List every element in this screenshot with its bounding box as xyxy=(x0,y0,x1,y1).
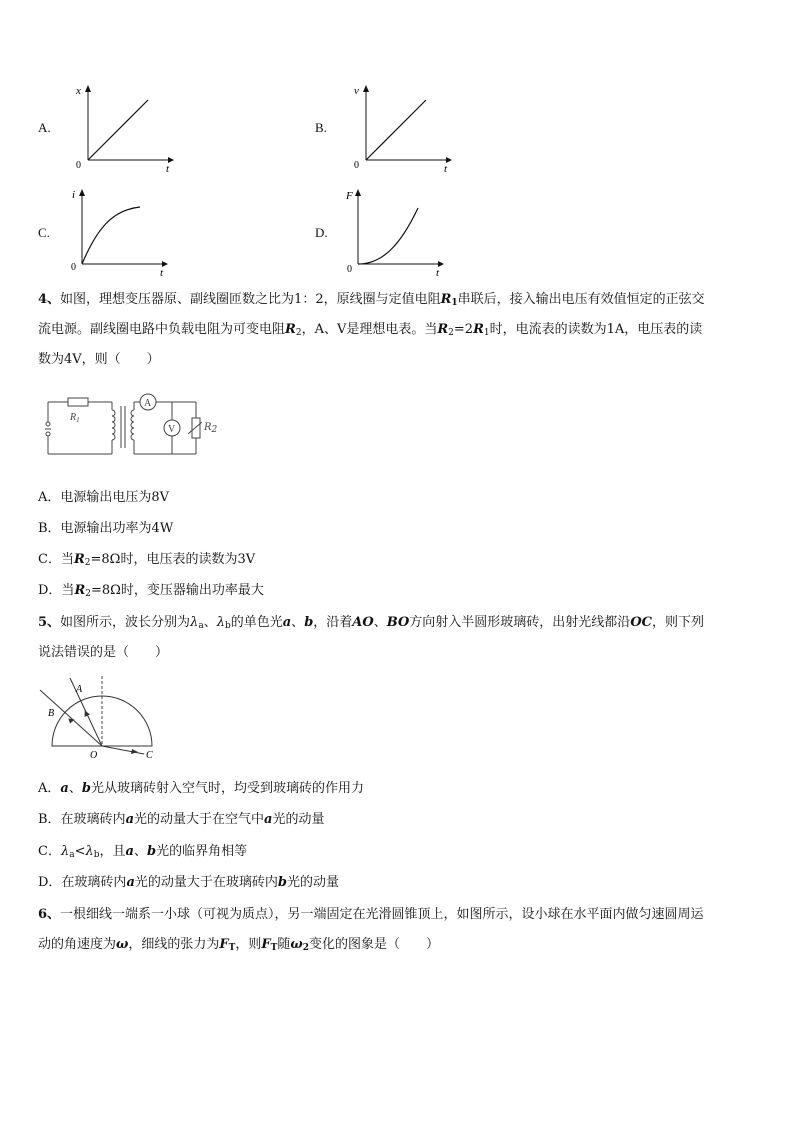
graph-c-ylabel: i xyxy=(72,189,76,201)
primary-coil xyxy=(112,410,115,440)
q4-number: 4、 xyxy=(38,292,61,307)
semicircle-glass-diagram xyxy=(36,672,166,760)
graph-d-curve xyxy=(358,208,418,264)
option-a-label[interactable]: A. xyxy=(38,120,51,135)
q5-line2: 说法错误的是（ ） xyxy=(38,645,169,660)
q4-option-b[interactable]: B．电源输出功率为4W xyxy=(38,521,174,536)
graph-a-xlabel: t xyxy=(166,163,170,175)
y-axis-arrow xyxy=(79,189,85,196)
q4-option-c[interactable]: C．当$R_2=8\Omega$时，电压表的读数为3V xyxy=(38,552,256,568)
ammeter-label: A xyxy=(144,398,152,409)
ray-oc-arrow xyxy=(131,749,138,754)
graph-b-origin: 0 xyxy=(354,160,359,171)
point-a-label: A xyxy=(76,684,83,695)
ray-oc xyxy=(102,746,144,754)
graph-a xyxy=(70,84,180,176)
secondary-coil xyxy=(131,410,134,440)
graph-a-curve xyxy=(88,100,148,160)
graph-c-origin: 0 xyxy=(71,262,76,273)
graph-c xyxy=(66,186,176,278)
q5-option-d[interactable]: D．在玻璃砖内a光的动量大于在玻璃砖内b光的动量 xyxy=(38,875,339,890)
graph-b-curve xyxy=(366,100,426,160)
resistor-r2 xyxy=(192,418,200,438)
q5-line1: 5、如图所示，波长分别为$\lambda_a$、$\lambda_b$的单色光a、b，沿着AO、BO方向射入半圆形玻璃砖，出射光线都沿OC，则下列 xyxy=(38,615,704,631)
point-b-label: B xyxy=(48,708,55,719)
graph-a-origin: 0 xyxy=(76,160,81,171)
y-axis-arrow xyxy=(85,85,91,92)
q5-option-a[interactable]: A．a、b光从玻璃砖射入空气时，均受到玻璃砖的作用力 xyxy=(38,781,364,796)
graph-c-curve xyxy=(82,207,140,264)
q4-option-d[interactable]: D．当$R_2=8\Omega$时，变压器输出功率最大 xyxy=(38,583,264,599)
graph-d-xlabel: t xyxy=(436,267,440,278)
graph-c-xlabel: t xyxy=(160,267,164,278)
graph-b-ylabel: v xyxy=(354,85,359,97)
q4-line1: 4、如图，理想变压器原、副线圈匝数之比为1：2，原线圈与定值电阻$R_1$串联后，接入输出电压有效值恒定的正弦交 xyxy=(38,292,705,308)
resistor-r1 xyxy=(68,398,88,406)
transformer-circuit xyxy=(40,392,202,464)
option-d-label[interactable]: D. xyxy=(315,225,328,240)
graph-b xyxy=(348,84,458,176)
y-axis-arrow xyxy=(363,85,369,92)
q5-option-c[interactable]: C．$\lambda_a<\lambda_b$，且a、b光的临界角相等 xyxy=(38,844,248,860)
q5-option-b[interactable]: B．在玻璃砖内a光的动量大于在空气中a光的动量 xyxy=(38,812,325,827)
graph-d-origin: 0 xyxy=(347,264,352,275)
q5-number: 5、 xyxy=(38,615,61,630)
option-c-label[interactable]: C. xyxy=(38,225,50,240)
q6-number: 6、 xyxy=(38,907,61,922)
r2-label: $R_2$ xyxy=(204,422,218,435)
q4-option-a[interactable]: A．电源输出电压为8V xyxy=(38,490,170,505)
point-c-label: C xyxy=(146,750,153,760)
r1-label: $R_1$ xyxy=(70,412,80,424)
y-axis-arrow xyxy=(355,189,361,196)
graph-b-xlabel: t xyxy=(444,163,448,175)
q4-line2: 流电源。副线圈电路中负载电阻为可变电阻$R_2$，A、V是理想电表。当$R_2=2R_1$时，电流表的读数为1A，电压表的读 xyxy=(38,322,703,338)
point-o-label: O xyxy=(90,750,98,760)
graph-d xyxy=(342,186,452,278)
source-terminal-top xyxy=(46,422,50,426)
q6-line1: 6、一根细线一端系一小球（可视为质点），另一端固定在光滑圆锥顶上，如图所示，设小球在水平面内做匀速圆周运 xyxy=(38,907,704,922)
q6-line2: 动的角速度为ω，细线的张力为$F_T$，则$F_T$随$\omega_2$变化的图象是（ ） xyxy=(38,937,439,953)
graph-d-ylabel: F xyxy=(346,190,353,202)
q4-line3: 数为4V，则（ ） xyxy=(38,352,160,367)
option-b-label[interactable]: B. xyxy=(315,120,327,135)
source-terminal-bottom xyxy=(46,432,50,436)
ray-ao-arrow xyxy=(82,709,90,717)
graph-a-ylabel: x xyxy=(76,85,81,97)
voltmeter-label: V xyxy=(168,424,176,435)
ray-bo-arrow xyxy=(67,716,75,724)
